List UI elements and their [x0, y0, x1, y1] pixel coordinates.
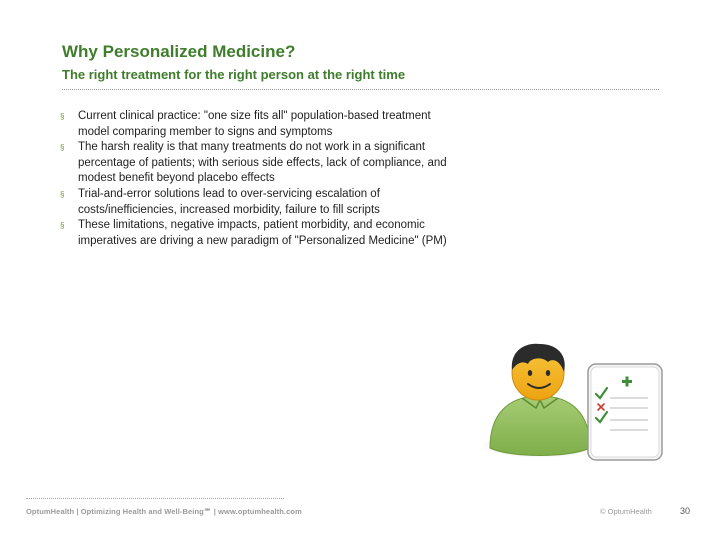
person-icon: [480, 344, 600, 458]
patient-clipboard-illustration: [478, 336, 674, 480]
slide-title: Why Personalized Medicine?: [62, 42, 296, 61]
slide-subtitle: The right treatment for the right person at the right time: [62, 67, 406, 82]
page-number: 30: [680, 506, 691, 516]
bullet-marker: §: [60, 221, 65, 231]
footer-divider: [26, 498, 284, 499]
title-divider: [62, 89, 659, 90]
bullet-list: [60, 109, 460, 249]
clipboard-icon: [588, 364, 662, 460]
bullet-item: [60, 140, 460, 187]
bullet-text: These limitations, negative impacts, patient morbidity, and economic imperatives are driving a new paradigm of "Personalized Medicine" (PM): [78, 219, 447, 247]
bullet-text: Current clinical practice: "one size fits all" population-based treatment model comparing member to signs and symptoms: [78, 110, 431, 138]
footer-left-text: OptumHealth | Optimizing Health and Well-Being℠ | www.optumhealth.com: [26, 507, 302, 516]
bullet-item: [60, 187, 460, 218]
bullet-text: Trial-and-error solutions lead to over-servicing escalation of costs/inefficiencies, increased morbidity, failure to fill scripts: [78, 187, 380, 216]
bullet-item: [60, 109, 460, 140]
bullet-marker: §: [60, 112, 65, 121]
bullet-item: [60, 218, 460, 249]
bullet-marker: §: [60, 189, 65, 199]
bullet-text: The harsh reality is that many treatments do not work in a significant percentage of patients; with serious side effects, lack of compliance, and modest benefit beyond placebo effects: [78, 141, 447, 185]
footer-copyright: © OptumHealth: [600, 507, 652, 516]
bullet-marker: §: [60, 143, 65, 153]
